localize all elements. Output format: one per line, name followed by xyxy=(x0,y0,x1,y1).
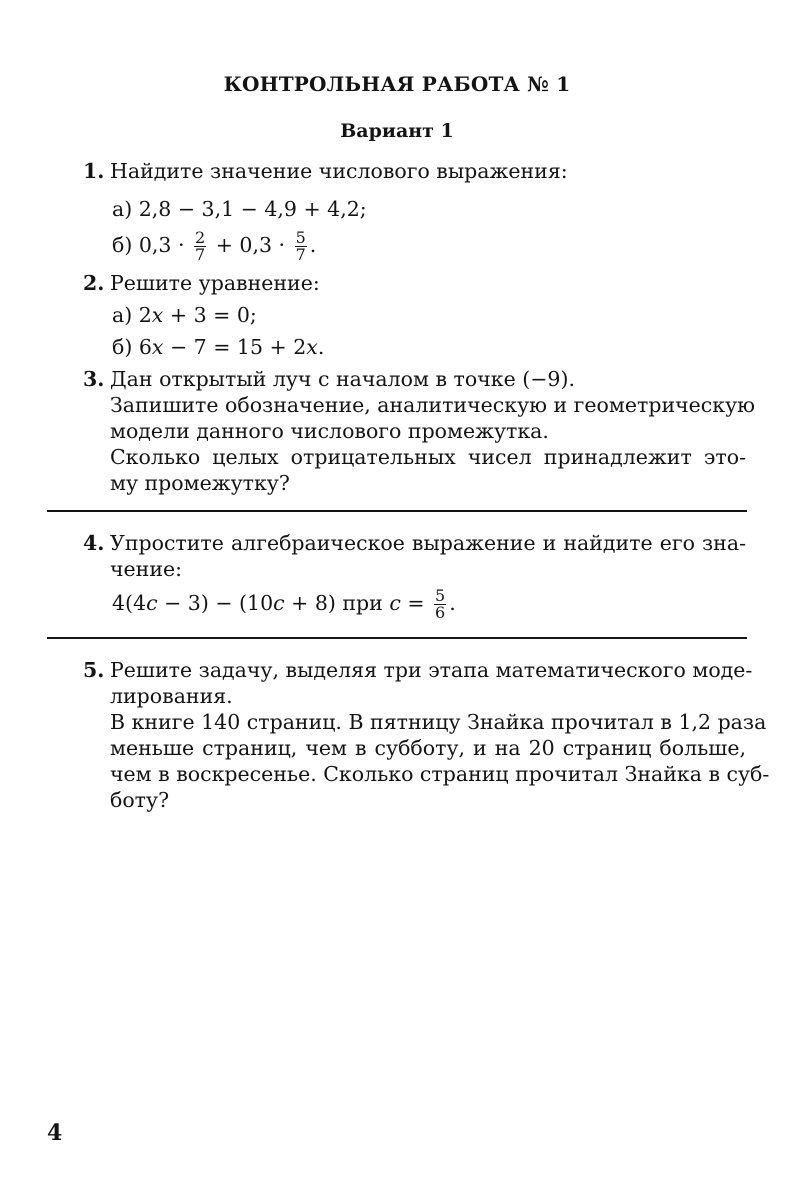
task-2b-part: − 7 = 15 + 2 xyxy=(163,335,307,359)
task-2a-variable: x xyxy=(151,303,164,327)
task-2b-label: б) xyxy=(112,335,139,359)
task-3-line: Запишите обозначение, аналитическую и геометрическую xyxy=(110,393,755,417)
task-5-number: 5. xyxy=(83,658,105,682)
fraction-denominator: 7 xyxy=(295,245,306,264)
task-2b-variable: x xyxy=(151,335,164,359)
task-5-line: меньше страниц, чем в субботу, и на 20 страниц больше, xyxy=(110,736,746,760)
task-1b-prefix: б) 0,3 · xyxy=(112,233,192,257)
task-4-part: − 3) − (10 xyxy=(157,591,274,615)
task-4-expression xyxy=(112,588,456,621)
fraction-denominator: 7 xyxy=(195,245,206,264)
page-title: КОНТРОЛЬНАЯ РАБОТА № 1 xyxy=(223,72,571,96)
fraction-numerator: 2 xyxy=(195,228,206,247)
task-2-text: Решите уравнение: xyxy=(110,271,320,295)
variant-heading: Вариант 1 xyxy=(340,120,454,142)
fraction-numerator: 5 xyxy=(435,586,446,605)
task-3-number: 3. xyxy=(83,367,105,391)
task-3-line: Дан открытый луч с началом в точке (−9). xyxy=(110,367,575,391)
task-4-part: = xyxy=(400,591,432,615)
task-1b-suffix: . xyxy=(309,233,317,257)
task-4-part: 4(4 xyxy=(112,591,147,615)
task-4-variable: c xyxy=(389,591,401,615)
task-3-line: модели данного числового промежутка. xyxy=(110,419,549,443)
task-2a-rest: + 3 = 0; xyxy=(163,303,257,327)
task-5-line: Решите задачу, выделяя три этапа математического моде- xyxy=(110,658,753,682)
task-2a-equation xyxy=(112,302,257,328)
task-1-text: Найдите значение числового выражения: xyxy=(110,159,568,183)
task-2b-variable: x xyxy=(306,335,318,359)
task-3-line: му промежутку? xyxy=(110,471,290,495)
task-4-variable: c xyxy=(273,591,285,615)
task-4-part: + 8) при xyxy=(284,591,390,615)
task-2a-label: а) xyxy=(112,303,139,327)
fraction-2-7 xyxy=(194,230,206,263)
task-4-line: чение: xyxy=(110,557,183,581)
task-4-suffix: . xyxy=(449,591,456,615)
task-2b-part: . xyxy=(317,335,325,359)
section-divider xyxy=(47,510,747,512)
page-number: 4 xyxy=(47,1120,63,1146)
section-divider xyxy=(47,637,747,639)
task-1b-middle: + 0,3 · xyxy=(209,233,292,257)
task-4-number: 4. xyxy=(83,531,105,555)
fraction-numerator: 5 xyxy=(295,228,306,247)
task-2-number: 2. xyxy=(83,271,105,295)
fraction-5-7 xyxy=(295,230,307,263)
task-5-line: чем в воскресенье. Сколько страниц прочитал Знайка в суб- xyxy=(110,762,770,786)
task-2a-coef: 2 xyxy=(138,303,152,327)
task-1b-expression xyxy=(112,230,316,263)
task-5-line: В книге 140 страниц. В пятницу Знайка прочитал в 1,2 раза xyxy=(110,710,767,734)
task-4-line: Упростите алгебраическое выражение и найдите его зна- xyxy=(110,531,746,555)
task-5-line: боту? xyxy=(110,788,170,812)
fraction-5-6 xyxy=(434,588,446,621)
task-2b-part: 6 xyxy=(138,335,152,359)
task-1a-expression: а) 2,8 − 3,1 − 4,9 + 4,2; xyxy=(112,197,367,221)
task-1-number: 1. xyxy=(83,159,105,183)
task-5-line: лирования. xyxy=(110,684,233,708)
fraction-denominator: 6 xyxy=(435,603,446,622)
task-3-line: Сколько целых отрицательных чисел принадлежит это- xyxy=(110,445,746,469)
task-2b-equation xyxy=(112,334,324,360)
task-4-variable: c xyxy=(146,591,158,615)
